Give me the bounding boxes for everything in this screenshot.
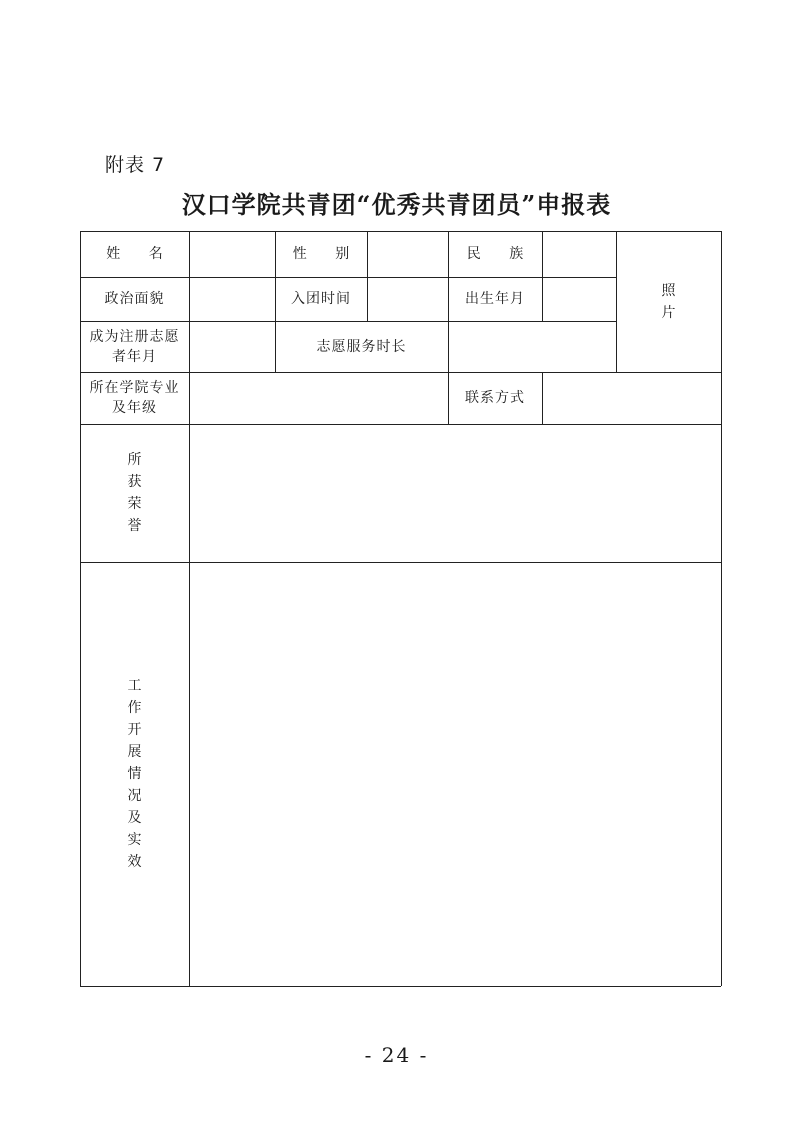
ethnicity-field[interactable] (542, 231, 616, 277)
contact-label: 联系方式 (465, 390, 525, 406)
political-status-label: 政治面貌 (104, 291, 165, 307)
work-label: 工作开展情况及实效 (127, 678, 143, 870)
document-title: 汉口学院共青团“优秀共青团员”申报表 (181, 190, 612, 219)
page-number: - 24 - (364, 1043, 429, 1067)
name-field[interactable] (189, 231, 275, 277)
honors-field[interactable] (189, 424, 721, 562)
join-date-field[interactable] (367, 277, 448, 321)
attachment-label: 附表 7 (105, 154, 166, 176)
birth-date-field[interactable] (542, 277, 616, 321)
contact-field[interactable] (542, 372, 721, 424)
college-major-field[interactable] (189, 372, 448, 424)
table-border-right (721, 231, 722, 986)
volunteer-registration-field[interactable] (189, 321, 275, 372)
volunteer-hours-field[interactable] (448, 321, 616, 372)
work-field[interactable] (189, 562, 721, 986)
gender-label: 性 别 (292, 246, 362, 262)
honors-label: 所获荣誉 (127, 452, 143, 534)
work-label-cell (80, 562, 189, 986)
birth-date-label: 出生年月 (465, 291, 525, 307)
volunteer-registration-label: 成为注册志愿者年月 (89, 328, 180, 365)
name-label: 姓 名 (106, 246, 175, 262)
volunteer-hours-label: 志愿服务时长 (316, 338, 407, 355)
political-status-field[interactable] (189, 277, 275, 321)
gender-field[interactable] (367, 231, 448, 277)
ethnicity-label: 民 族 (466, 246, 536, 262)
photo-label: 照片 (661, 282, 677, 321)
college-major-label: 所在学院专业及年级 (89, 380, 180, 416)
join-date-label: 入团时间 (291, 291, 351, 307)
honors-label-cell (80, 424, 189, 562)
photo-area[interactable] (616, 231, 721, 372)
table-border-bottom (80, 986, 721, 987)
